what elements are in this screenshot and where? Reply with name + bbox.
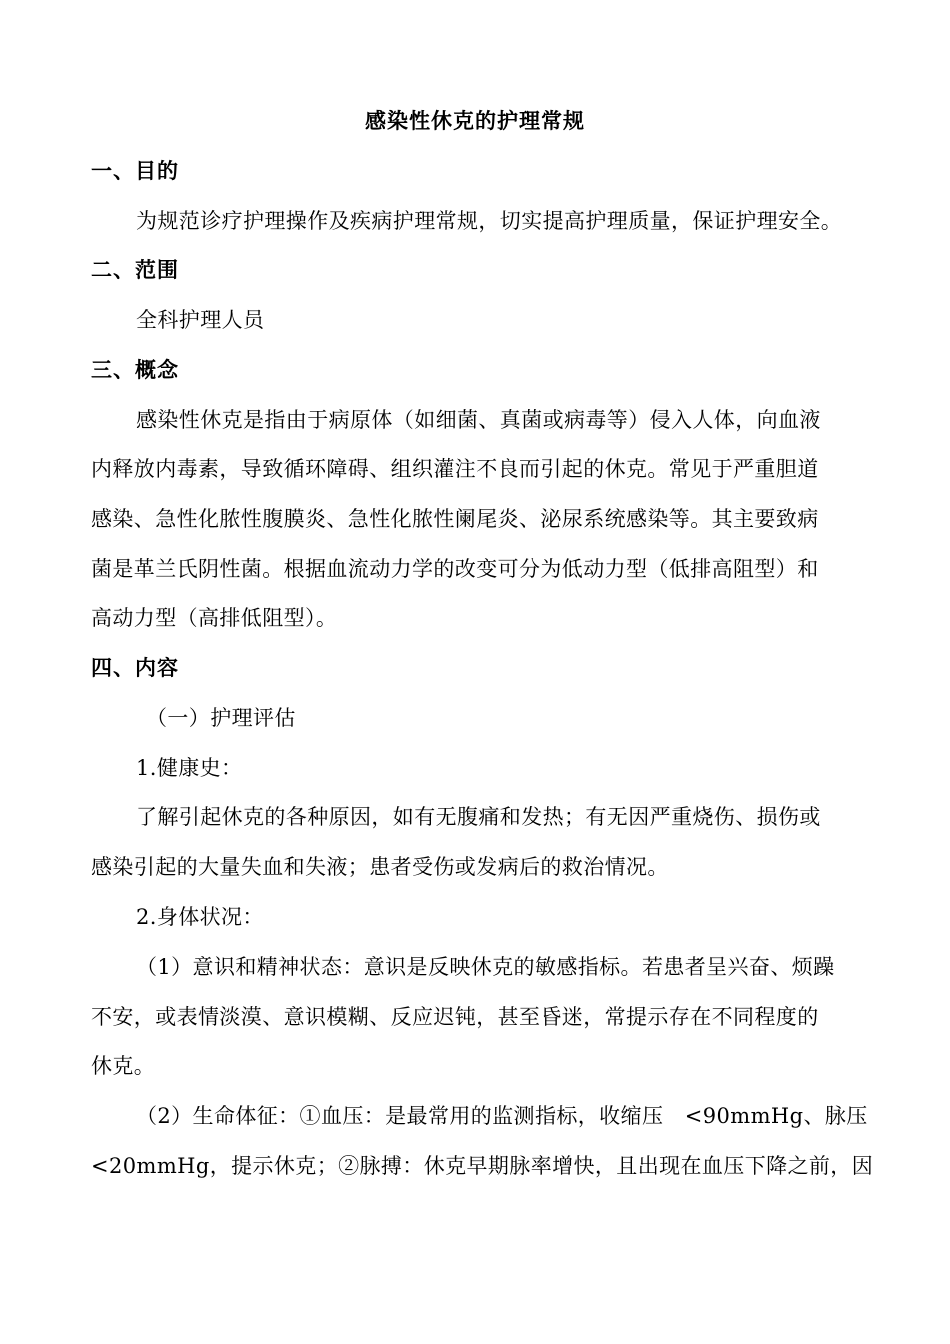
consciousness-line: 不安，或表情淡漠、意识模糊、反应迟钝，甚至昏迷，常提示存在不同程度的 bbox=[91, 1005, 819, 1029]
purpose-text: 为规范诊疗护理操作及疾病护理常规，切实提高护理质量，保证护理安全。 bbox=[136, 209, 843, 233]
section-heading-scope: 二、范围 bbox=[91, 258, 179, 282]
concept-line: 高动力型（高排低阻型）。 bbox=[91, 606, 338, 630]
section-heading-concept: 三、概念 bbox=[91, 358, 179, 382]
concept-line: 内释放内毒素，导致循环障碍、组织灌注不良而引起的休克。常见于严重胆道 bbox=[91, 457, 819, 481]
vital-signs-line: <20mmHg，提示休克；②脉搏：休克早期脉率增快，且出现在血压下降之前，因 bbox=[91, 1154, 874, 1178]
concept-line: 感染、急性化脓性腹膜炎、急性化脓性阑尾炎、泌尿系统感染等。其主要致病 bbox=[91, 507, 819, 531]
nursing-assessment-subheading: （一）护理评估 bbox=[146, 706, 296, 730]
document-title: 感染性休克的护理常规 bbox=[365, 109, 585, 133]
concept-line: 菌是革兰氏阴性菌。根据血流动力学的改变可分为低动力型（低排高阻型）和 bbox=[91, 557, 819, 581]
health-history-label: 1.健康史： bbox=[136, 756, 243, 780]
section-heading-purpose: 一、目的 bbox=[91, 159, 179, 183]
vital-signs-line: （2）生命体征：①血压：是最常用的监测指标，收缩压 <90mmHg、脉压 bbox=[136, 1104, 868, 1128]
physical-condition-label: 2.身体状况： bbox=[136, 905, 264, 929]
health-history-line: 了解引起休克的各种原因，如有无腹痛和发热；有无因严重烧伤、损伤或 bbox=[136, 805, 821, 829]
concept-line: 感染性休克是指由于病原体（如细菌、真菌或病毒等）侵入人体，向血液 bbox=[136, 408, 821, 432]
health-history-line: 感染引起的大量失血和失液；患者受伤或发病后的救治情况。 bbox=[91, 855, 669, 879]
scope-text: 全科护理人员 bbox=[136, 308, 265, 332]
consciousness-line: （1）意识和精神状态：意识是反映休克的敏感指标。若患者呈兴奋、烦躁 bbox=[136, 955, 835, 979]
section-heading-content: 四、内容 bbox=[91, 656, 179, 680]
consciousness-line: 休克。 bbox=[91, 1054, 156, 1078]
